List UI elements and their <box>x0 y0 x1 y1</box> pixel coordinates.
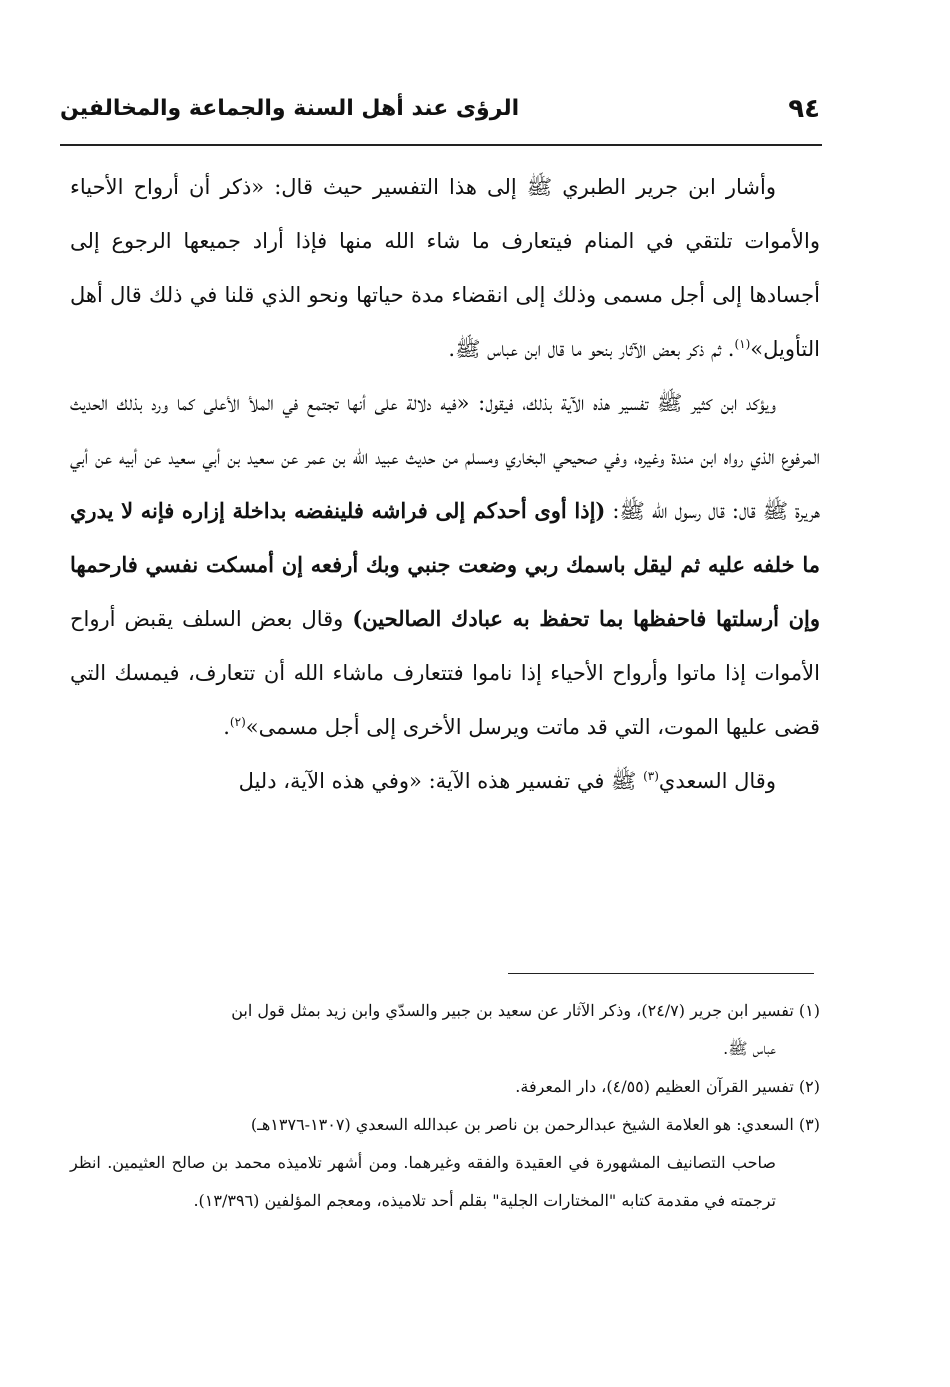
page-number: ٩٤ <box>788 94 820 124</box>
footnote-ref-3: (٣) <box>643 769 659 783</box>
footnote-1: (١) تفسير ابن جرير (٢٤/٧)، وذكر الآثار عن سعيد بن جبير والسدّي وابن زيد بمثل قول ابن <box>231 1001 820 1020</box>
footnote-2: (٢) تفسير القرآن العظيم (٤/٥٥)، دار المعرفة. <box>515 1077 820 1096</box>
paragraph-3-text-b: ﷺ في تفسير هذه الآية: «وفي هذه الآية، دليل <box>238 769 644 793</box>
footnote-1-continuation: عباس ﷺ. <box>723 1039 776 1058</box>
paragraph-2 <box>70 376 820 754</box>
paragraph-2-tail: . <box>223 715 230 739</box>
page-header <box>60 94 820 134</box>
paragraph-3 <box>70 754 820 808</box>
footnotes <box>70 992 820 1220</box>
paragraph-1-text: وأشار ابن جرير الطبري ﷺ إلى هذا التفسير حيث قال: «ذكر أن أرواح الأحياء والأموات تلتقي في المنام فيتعارف ما شاء الله منها فإذا أراد جميعها الرجوع إلى أجسادها إلى أجل مسمى وذلك إلى انقضاء مدة حياتها ونحو الذي قلنا في ذلك قال أهل التأويل» <box>70 175 820 361</box>
paragraph-1 <box>70 160 820 376</box>
footnote-3-continuation: صاحب التصانيف المشهورة في العقيدة والفقه وغيرهما. ومن أشهر تلاميذه محمد بن صالح العثيمين. انظر ترجمته في مقدمة كتابه "المختارات الجلية" بقلم أحد تلاميذه، ومعجم المؤلفين (١٣/٣٩٦). <box>70 1153 776 1210</box>
paragraph-2-text-b: وقال بعض السلف يقبض أرواح الأموات إذا ماتوا وأرواح الأحياء إذا ناموا فتتعارف ماشاء الله أن تتعارف، فيمسك التي قضى عليها الموت، التي قد ماتت ويرسل الأخرى إلى أجل مسمى» <box>70 607 820 739</box>
main-text <box>70 160 820 808</box>
paragraph-2-text-a: ويؤكد ابن كثير ﷺ تفسير هذه الآية بذلك، فيقول: «فيه دلالة على أنها تجتمع في الملأ الأعلى كما ورد بذلك الحديث المرفوع الذي رواه ابن مندة وغيره، وفي صحيحي البخاري ومسلم من حديث عبيد الله بن عمر عن سعيد بن أبي سعيد عن أبيه عن أبي هريرة ﷺ قال: قال رسول الله ﷺ: <box>70 391 820 523</box>
hadith-quote: (إذا أوى أحدكم إلى فراشه فلينفضه بداخلة إزاره فإنه لا يدري ما خلفه عليه ثم ليقل باسمك ربي وضعت جنبي وبك أرفعه إن أمسكت نفسي فارحمها وإن أرسلتها فاحفظها بما تحفظ به عبادك الصالحين) <box>70 498 820 631</box>
footnote-ref-2: (٢) <box>229 715 246 729</box>
paragraph-3-text-a: وقال السعدي <box>658 769 776 793</box>
paragraph-1-tail: . ثم ذكر بعض الآثار بنحو ما قال ابن عباس ﷺ. <box>448 337 735 361</box>
running-title: الرؤى عند أهل السنة والجماعة والمخالفين <box>60 96 520 121</box>
footnote-separator <box>508 973 814 974</box>
header-rule <box>60 144 822 146</box>
footnote-3: (٣) السعدي: هو العلامة الشيخ عبدالرحمن بن ناصر بن عبدالله السعدي (١٣٠٧-١٣٧٦هـ) <box>250 1115 820 1134</box>
footnote-ref-1: (١) <box>734 337 751 351</box>
